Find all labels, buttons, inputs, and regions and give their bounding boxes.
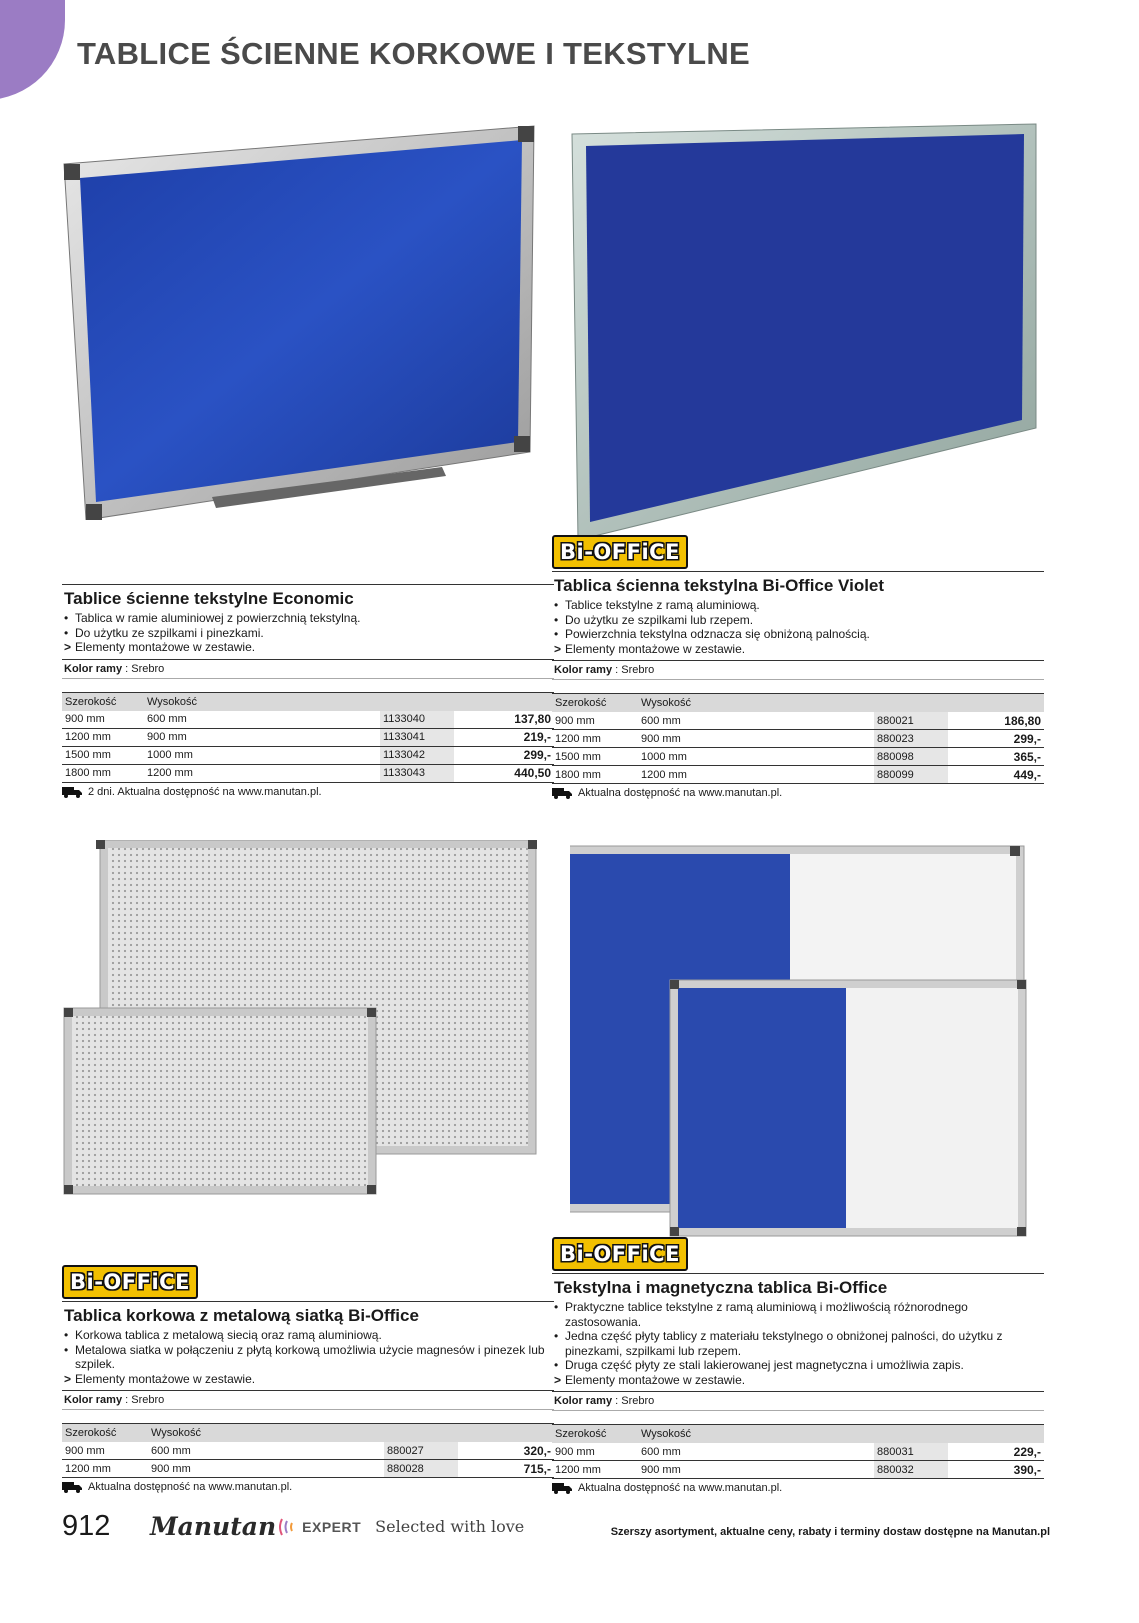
column-header-width: Szerokość: [552, 1425, 638, 1444]
spec-table: [62, 1423, 554, 1478]
table-row: 900 mm 600 mm 1133040 137,80: [62, 711, 554, 729]
product-title: Tablice ścienne tekstylne Economic: [64, 589, 354, 608]
mounting-note: > Elementy montażowe w zestawie.: [554, 642, 1044, 657]
brand-logo: [150, 1512, 524, 1541]
feature-list: [62, 1328, 554, 1386]
availability: Aktualna dostępność na www.manutan.pl.: [552, 1482, 1044, 1494]
feature-item: • Powierzchnia tekstylna odznacza się obniżoną palnością.: [554, 627, 1044, 642]
page-title: TABLICE ŚCIENNE KORKOWE I TEKSTYLNE: [77, 36, 751, 71]
footer-note: Szerszy asortyment, aktualne ceny, rabaty i terminy dostaw dostępne na Manutan.pl: [610, 1526, 1050, 1538]
table-row: 1200 mm 900 mm 880028 715,-: [62, 1460, 554, 1478]
table-row: 1200 mm 900 mm 1133041 219,-: [62, 728, 554, 746]
product-textile-magnetic: [554, 840, 1062, 1500]
feature-item: • Praktyczne tablice tekstylne z ramą aluminiową i możliwością różnorodnego zastosowania.: [554, 1300, 1044, 1329]
mounting-note: > Elementy montażowe w zestawie.: [64, 640, 554, 655]
column-header-height: Wysokość: [638, 694, 874, 713]
truck-icon: [552, 787, 572, 799]
feature-list: [552, 598, 1044, 656]
bi-office-logo: Bi-OFFiCE: [62, 1265, 198, 1299]
product-violet: [554, 120, 1062, 810]
frame-color: Kolor ramy : Srebro: [552, 1391, 1044, 1411]
feature-list: [62, 611, 554, 655]
product-economic: [62, 120, 554, 810]
table-row: 1200 mm 900 mm 880032 390,-: [552, 1461, 1044, 1479]
feature-item: • Tablice tekstylne z ramą aluminiową.: [554, 598, 1044, 613]
column-header-width: Szerokość: [62, 692, 144, 711]
feature-list: [552, 1300, 1044, 1387]
bi-office-logo: Bi-OFFiCE: [552, 535, 688, 569]
feature-item: • Do użytku ze szpilkami i pinezkami.: [64, 626, 554, 641]
truck-icon: [552, 1482, 572, 1494]
column-header-width: Szerokość: [62, 1424, 148, 1443]
waves-icon: [278, 1516, 300, 1538]
availability: Aktualna dostępność na www.manutan.pl.: [552, 787, 1044, 799]
brand-tagline: Selected with love: [375, 1517, 525, 1536]
table-row: 1500 mm 1000 mm 1133042 299,-: [62, 746, 554, 764]
product-image-blue-textile-board: [570, 120, 1040, 540]
brand-name: Manutan: [150, 1512, 277, 1541]
product-title: Tablica korkowa z metalową siatką Bi-Office: [64, 1306, 419, 1325]
table-row: 1800 mm 1200 mm 880099 449,-: [552, 766, 1044, 784]
mounting-note: > Elementy montażowe w zestawie.: [554, 1373, 1044, 1388]
availability: 2 dni. Aktualna dostępność na www.manutan.pl.: [62, 786, 554, 798]
table-row: 1200 mm 900 mm 880023 299,-: [552, 730, 1044, 748]
product-image-mesh-board: [62, 840, 542, 1240]
truck-icon: [62, 786, 82, 798]
corner-decoration: [0, 0, 65, 100]
frame-color: Kolor ramy : Srebro: [552, 660, 1044, 680]
truck-icon: [62, 1481, 82, 1493]
feature-item: • Druga część płyty ze stali lakierowanej jest magnetyczna i umożliwia zapis.: [554, 1358, 1044, 1373]
table-row: 900 mm 600 mm 880021 186,80: [552, 712, 1044, 730]
product-title: Tekstylna i magnetyczna tablica Bi-Office: [554, 1278, 888, 1297]
feature-item: • Do użytku ze szpilkami lub rzepem.: [554, 613, 1044, 628]
feature-item: • Korkowa tablica z metalową siecią oraz ramą aluminiową.: [64, 1328, 554, 1343]
table-row: 900 mm 600 mm 880031 229,-: [552, 1443, 1044, 1461]
availability: Aktualna dostępność na www.manutan.pl.: [62, 1481, 554, 1493]
feature-item: • Tablica w ramie aluminiowej z powierzchnią tekstylną.: [64, 611, 554, 626]
page-number: 912: [62, 1510, 111, 1542]
product-image-combo-board: [570, 840, 1040, 1240]
table-row: 1800 mm 1200 mm 1133043 440,50: [62, 764, 554, 782]
feature-item: • Jedna część płyty tablicy z materiału tekstylnego o obniżonej palności, do użytku z pinezkami, szpilkami lub rzepem.: [554, 1329, 1044, 1358]
frame-color: Kolor ramy : Srebro: [62, 659, 554, 679]
mounting-note: > Elementy montażowe w zestawie.: [64, 1372, 554, 1387]
frame-color: Kolor ramy : Srebro: [62, 1390, 554, 1410]
product-image-blue-textile-board: [62, 120, 554, 520]
product-cork-mesh: [62, 840, 554, 1500]
spec-table: [552, 1424, 1044, 1479]
column-header-height: Wysokość: [144, 692, 380, 711]
spec-table: [62, 692, 554, 783]
feature-item: • Metalowa siatka w połączeniu z płytą korkową umożliwia użycie magnesów i pinezek lub szpilek.: [64, 1343, 554, 1372]
spec-table: [552, 693, 1044, 784]
column-header-width: Szerokość: [552, 694, 638, 713]
bi-office-logo: Bi-OFFiCE: [552, 1237, 688, 1271]
table-row: 1500 mm 1000 mm 880098 365,-: [552, 748, 1044, 766]
product-title: Tablica ścienna tekstylna Bi-Office Violet: [554, 576, 885, 595]
table-row: 900 mm 600 mm 880027 320,-: [62, 1442, 554, 1460]
column-header-height: Wysokość: [148, 1424, 384, 1443]
brand-expert: EXPERT: [302, 1518, 362, 1535]
column-header-height: Wysokość: [638, 1425, 874, 1444]
